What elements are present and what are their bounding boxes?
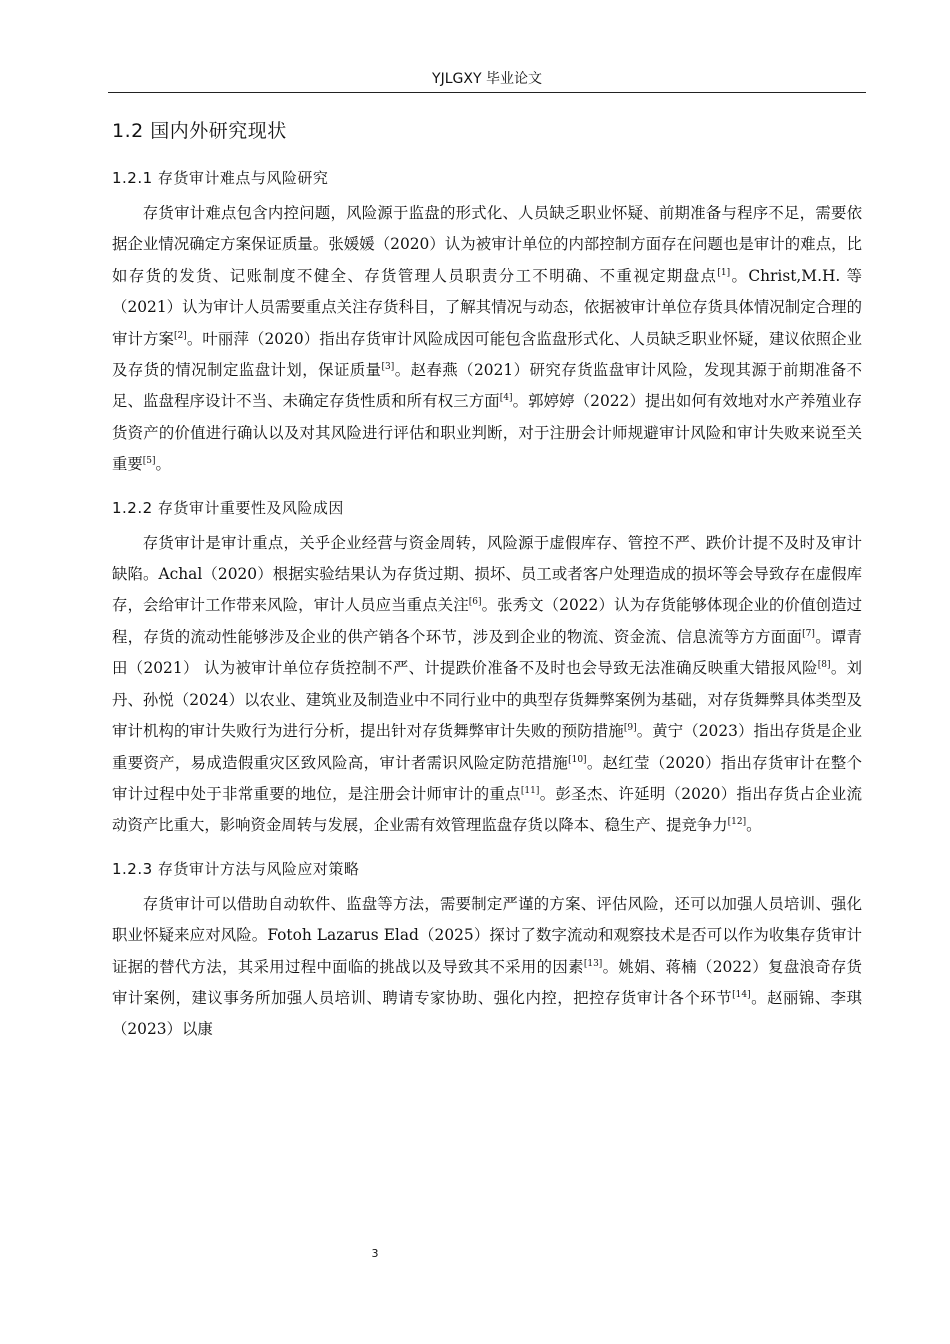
citation-mark: [11] [520,785,540,796]
citation-mark: [2] [174,330,187,341]
citation-mark: [5] [142,456,156,467]
subsection-heading-1-2-1: 1.2.1 存货审计难点与风险研究 [112,169,329,187]
citation-mark: [4] [499,393,513,404]
citation-mark: [12] [727,817,747,828]
subsection-heading-1-2-2: 1.2.2 存货审计重要性及风险成因 [112,498,344,517]
page-number-text: 3 [371,1247,379,1260]
paragraph-text: 。赵春燕（2021）研究存货监盘审计风险，发现其源于前期准备不足、监盘程序设计不当、未确定存货性质和所有权三方面 [112,361,862,411]
paragraph-text: 存货审计是审计重点，关乎企业经营与资金周转，风险源于虚假库存、管控不严、跌价计提不及时及审计缺陷。Achal（2020）根据实验结果认为存货过期、损坏、员工或者客户处理造成的损坏等会导致存在虚假库存，会给审计工作带来风险，审计人员应当重点关注 [112,533,862,615]
citation-mark: [14] [732,989,751,1000]
paragraph-1-2-2 [112,528,862,842]
citation-mark: [13] [583,958,603,969]
paragraph-text: 。叶丽萍（2020）指出存货审计风险成因可能包含监盘形式化、人员缺乏职业怀疑，建议依照企业及存货的情况制定监盘计划，保证质量 [112,329,862,380]
paragraph-text: 。张秀文（2022）认为存货能够体现企业的价值创造过程，存货的流动性能够涉及企业的供产销各个环节，涉及到企业的物流、资金流、信息流等方方面面 [112,596,862,646]
page-header [108,66,866,93]
paragraph-text: 。赵红莹（2020）指出存货审计在整个审计过程中处于非常重要的地位，是注册会计师审计的重点 [112,753,862,803]
paragraph-text: 。赵丽锦、李琪（2023）以康 [112,988,862,1039]
citation-mark: [1] [717,267,731,278]
header-title: YJLGXY 毕业论文 [432,71,542,87]
paragraph-text: 。 [746,816,762,835]
paragraph-text: 。黄宁（2023）指出存货是企业重要资产，易成造假重灾区致风险高，审计者需识风险定防范措施 [112,722,862,772]
paragraph-1-2-1 [112,198,862,481]
paragraph-text: 存货审计可以借助自动软件、监盘等方法，需要制定严谨的方案、评估风险，还可以加强人员培训、强化职业怀疑来应对风险。Fotoh Lazarus Elad（2025）探讨了数字流动和观察技术是否可以作为收集存货审计证据的替代方法，其采用过程中面临的挑战以及导致其不采用的因素 [112,894,862,976]
citation-mark: [10] [568,754,587,765]
subsection-heading-1-2-3: 1.2.3 存货审计方法与风险应对策略 [112,859,360,878]
paragraph-text: 。 [155,455,171,474]
citation-mark: [9] [623,722,637,733]
paragraph-text: 存货审计难点包含内控问题，风险源于监盘的形式化、人员缺乏职业怀疑、前期准备与程序不足，需要依据企业情况确定方案保证质量。张媛媛（2020）认为被审计单位的内部控制方面存在问题也是审计的难点，比如存货的发货、记账制度不健全、存货管理人员职责分工不明确、不重视定期盘点 [112,204,862,285]
paragraph-text: 。姚娟、蒋楠（2022）复盘浪奇存货审计案例，建议事务所加强人员培训、聘请专家协助、强化内控，把控存货审计各个环节 [112,957,862,1007]
section-heading: 1.2 国内外研究现状 [112,120,287,142]
page-content [112,114,862,1059]
paragraph-text: 。谭青田（2021） 认为被审计单位存货控制不严、计提跌价准备不及时也会导致无法准确反映重大错报风险 [112,627,862,678]
citation-mark: [3] [381,361,395,372]
paragraph-text: 。Christ,M.H. 等（2021）认为审计人员需要重点关注存货科目，了解其情况与动态，依据被审计单位存货具体情况制定合理的审计方案 [112,266,862,348]
paragraph-1-2-3 [112,889,862,1046]
paragraph-text: 。刘丹、孙悦（2024）以农业、建筑业及制造业中不同行业中的典型存货舞弊案例为基础，对存货舞弊具体类型及审计机构的审计失败行为进行分析，提出针对存货舞弊审计失败的预防措施 [112,659,862,741]
citation-mark: [6] [468,597,482,608]
citation-mark: [8] [817,660,831,671]
page-number [0,1246,750,1262]
citation-mark: [7] [802,628,815,639]
paragraph-text: 。郭婷婷（2022）提出如何有效地对水产养殖业存货资产的价值进行确认以及对其风险进行评估和职业判断，对于注册会计师规避审计风险和审计失败来说至关重要 [112,392,862,474]
paragraph-text: 。彭圣杰、许延明（2020）指出存货占企业流动资产比重大，影响资金周转与发展，企业需有效管理监盘存货以降本、稳生产、提竞争力 [112,784,862,835]
